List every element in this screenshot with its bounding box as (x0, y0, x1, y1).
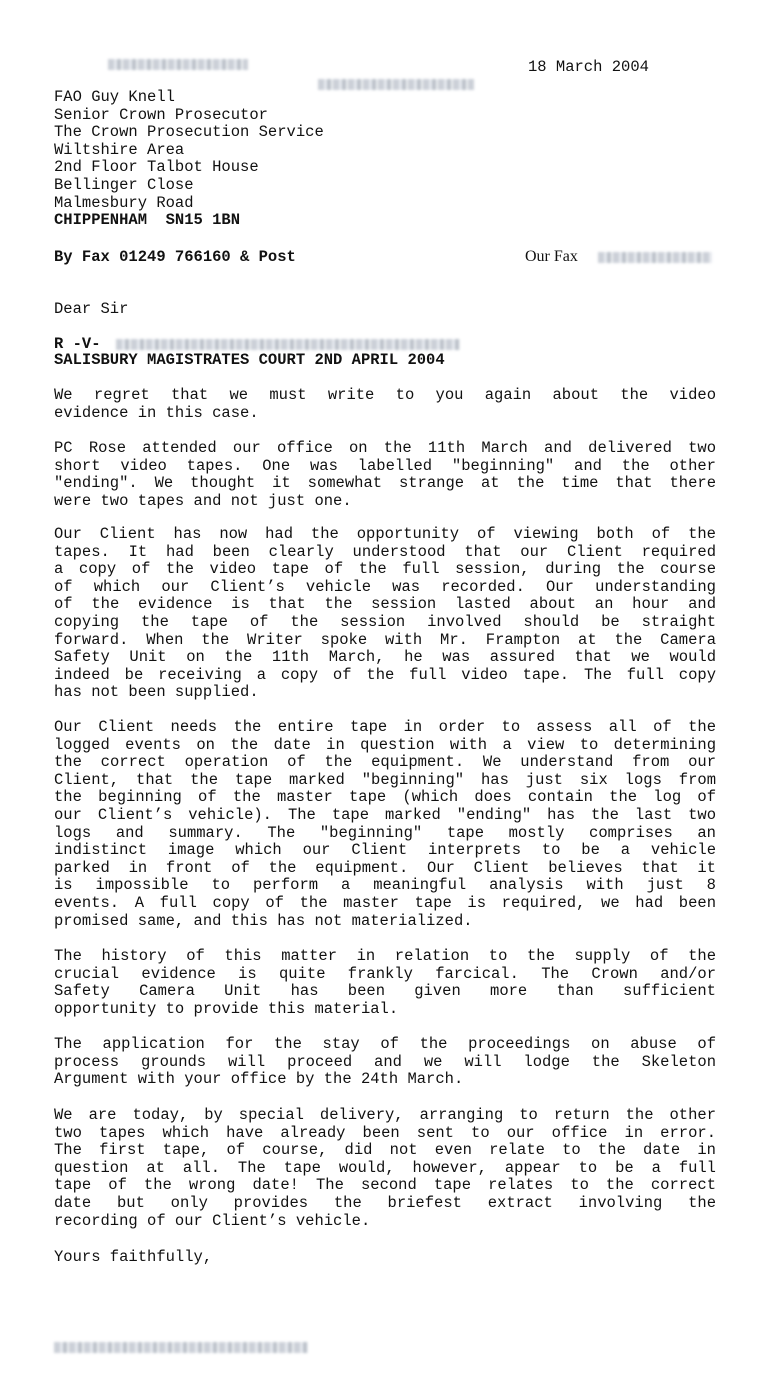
paragraph-line: Client, that the tape marked "beginning" has just six logs from (54, 770, 716, 789)
paragraph-line: tape of the wrong date! The second tape relates to the correct (54, 1176, 716, 1195)
paragraph-line: the beginning of the master tape (which does contain the log of (54, 788, 716, 807)
paragraph-3 (54, 526, 716, 702)
redacted-signature-firm (54, 1342, 308, 1353)
paragraph-line: Safety Camera Unit has been given more than sufficient (54, 982, 716, 1001)
address-town-postcode: CHIPPENHAM SN15 1BN (54, 211, 241, 230)
redacted-our-fax-number (598, 252, 712, 263)
address-line: FAO Guy Knell (54, 88, 175, 106)
paragraph-line: Safety Unit on the 11th March, he was assured that we would (54, 648, 716, 667)
paragraph-line: Our Client needs the entire tape in order to assess all of the (54, 718, 716, 736)
paragraph-line: The history of this matter in relation to the supply of the (54, 947, 716, 965)
paragraph-line: evidence in this case. (54, 403, 259, 422)
redacted-defendant-name (116, 339, 460, 350)
paragraph-line: promised same, and this has not materialized. (54, 911, 473, 930)
paragraph-line: Argument with your office by the 24th March. (54, 1070, 464, 1089)
paragraph-line: We regret that we must write to you again about the video (54, 386, 716, 404)
closing: Yours faithfully, (54, 1248, 213, 1266)
paragraph-line: two tapes which have already been sent to our office in error. (54, 1123, 716, 1142)
paragraph-line: forward. When the Writer spoke with Mr. Frampton at the Camera (54, 630, 716, 649)
paragraph-1 (54, 387, 716, 422)
paragraph-line: logged events on the date in question with a view to determining (54, 735, 716, 754)
paragraph-line: a copy of the video tape of the full session, during the course (54, 560, 716, 579)
paragraph-2 (54, 440, 716, 510)
paragraph-6 (54, 1036, 716, 1089)
address-line: Bellinger Close (54, 175, 194, 194)
address-line: 2nd Floor Talbot House (54, 158, 259, 177)
paragraph-line: "ending". We thought it somewhat strange at the time that there (54, 474, 716, 493)
paragraph-line: were two tapes and not just one. (54, 491, 352, 510)
court-heading: SALISBURY MAGISTRATES COURT 2ND APRIL 2004 (54, 351, 445, 369)
paragraph-7 (54, 1107, 716, 1230)
paragraph-line: of which our Client’s vehicle was recorded. Our understanding (54, 577, 716, 596)
paragraph-line: PC Rose attended our office on the 11th March and delivered two (54, 439, 716, 457)
paragraph-4 (54, 719, 716, 930)
paragraph-line: tapes. It had been clearly understood that our Client required (54, 542, 716, 561)
redacted-reference-right (318, 79, 474, 90)
paragraph-line: The first tape, of course, did not even relate to the date in (54, 1141, 716, 1160)
case-prefix: R -V- (54, 335, 101, 353)
address-line: Wiltshire Area (54, 140, 185, 159)
salutation: Dear Sir (54, 300, 129, 318)
letter-date: 18 March 2004 (528, 58, 649, 76)
our-fax-label: Our Fax (525, 248, 578, 265)
paragraph-line: has not been supplied. (54, 683, 259, 702)
paragraph-line: question at all. The tape would, however, appear to be a full (54, 1158, 716, 1177)
paragraph-line: date but only provides the briefest extract involving the (54, 1193, 716, 1212)
paragraph-line: is impossible to perform a meaningful analysis with just 8 (54, 876, 716, 895)
paragraph-line: recording of our Client’s vehicle. (54, 1211, 371, 1230)
paragraph-line: events. A full copy of the master tape is required, we had been (54, 893, 716, 912)
paragraph-5 (54, 948, 716, 1018)
paragraph-line: indistinct image which our Client interprets to be a vehicle (54, 841, 716, 860)
paragraph-line: parked in front of the equipment. Our Client believes that it (54, 858, 716, 877)
address-line: Malmesbury Road (54, 193, 194, 212)
paragraph-line: process grounds will proceed and we will lodge the Skeleton (54, 1052, 716, 1071)
paragraph-line: Our Client has now had the opportunity of viewing both of the (54, 525, 716, 543)
paragraph-line: short video tapes. One was labelled "beginning" and the other (54, 456, 716, 475)
address-line: Senior Crown Prosecutor (54, 105, 268, 124)
by-fax-line: By Fax 01249 766160 & Post (54, 248, 296, 266)
address-line: The Crown Prosecution Service (54, 123, 324, 142)
paragraph-line: indeed be receiving a copy of the full video tape. The full copy (54, 665, 716, 684)
paragraph-line: copying the tape of the session involved should be straight (54, 612, 716, 631)
paragraph-line: of the evidence is that the session lasted about an hour and (54, 595, 716, 614)
paragraph-line: opportunity to provide this material. (54, 999, 399, 1018)
paragraph-line: our Client’s vehicle). The tape marked "ending" has the last two (54, 805, 716, 824)
redacted-reference-left (108, 59, 248, 70)
recipient-address (54, 89, 324, 230)
paragraph-line: The application for the stay of the proceedings on abuse of (54, 1035, 716, 1053)
paragraph-line: the correct operation of the equipment. We understand from our (54, 753, 716, 772)
paragraph-line: logs and summary. The "beginning" tape mostly comprises an (54, 823, 716, 842)
paragraph-line: We are today, by special delivery, arranging to return the other (54, 1106, 716, 1124)
paragraph-line: crucial evidence is quite frankly farcical. The Crown and/or (54, 964, 716, 983)
